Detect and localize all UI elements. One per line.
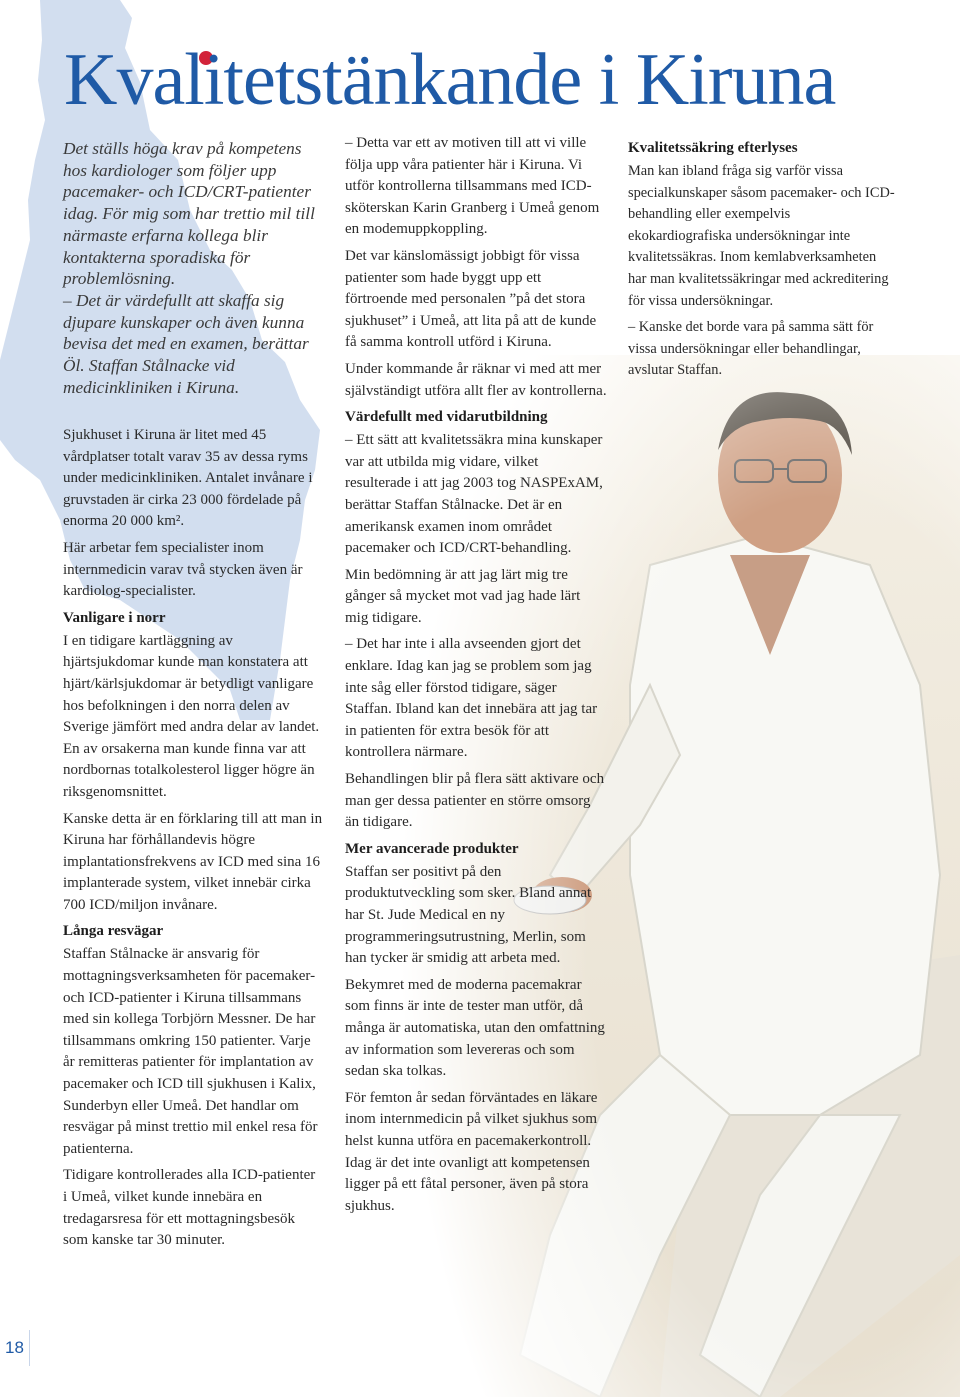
col2-paragraph-9: Bekymret med de moderna pacemakrar som finns är inte de tester man utför, då många är automatiska, utan den omfattning av information som levereras och som sedan ska tolkas. [345, 976, 605, 1080]
col1-paragraph-3: I en tidigare kartläggning av hjärtsjukdomar kunde man konstatera att hjärt/kärlsjukdomar är betydligt vanligare hos befolkningen i den norra delen av Sverige jämfört med andra delar av landet. En av orsakerna man kunde finna var att nordbornas totalkolesterol ligger högre än riksgenomsnittet. [63, 632, 320, 800]
col3-heading-1: Kvalitetssäkring efterlyses [628, 140, 798, 156]
col1-heading-1: Vanligare i norr [63, 609, 166, 626]
col1-paragraph-4: Kanske detta är en förklaring till att man in Kiruna har förhållandevis högre implantationsfrekvens av ICD med sina 16 implanterade system, vilket innebär cirka 700 ICD/miljon invånare. [63, 810, 323, 913]
column-3 [628, 135, 896, 387]
col3-paragraph-1: Man kan ibland fråga sig varför vissa specialkunskaper såsom pacemaker- och ICD-behandling eller exempelvis ekokardiografiska undersökningar inte kvalitetssäkras. Inom kemlabverksamheten har man kvalitetssäkringar med ackreditering för vissa undersökningar. [628, 163, 895, 309]
lead-paragraph [63, 138, 325, 398]
col2-heading-1: Värdefullt med vidarutbildning [345, 409, 548, 426]
column-1 [63, 425, 323, 1257]
col1-paragraph-1 [63, 425, 323, 533]
col2-heading-2: Mer avancerade produkter [345, 840, 519, 857]
col2-paragraph-3: Under kommande år räknar vi med att mer självständigt utföra allt fler av kontrollerna. [345, 360, 607, 399]
col2-paragraph-6: – Det har inte i alla avseenden gjort det enklare. Idag kan jag se problem som jag inte såg eller förstod tidigare, säger Staffan. Ibland kan det innebära att jag tar in patienten för extra besök för att kontrollera närmare. [345, 636, 598, 761]
col2-paragraph-5: Min bedömning är att jag lärt mig tre gånger så mycket mot vad jag hade lärt mig tidigare. [345, 566, 581, 626]
col1-paragraph-5: Staffan Stålnacke är ansvarig för mottagningsverksamheten för pacemaker- och ICD-patienter i Kiruna tillsammans med sin kollega Torbjörn Messner. De har tillsammans omkring 150 patienter. Varje år remitteras patienter för implantation av pacemaker och ICD till sjukhusen i Kalix, Sunderbyn eller Umeå. Det handlar om resvägar på minst trettio mil enkel resa för patienterna. [63, 946, 318, 1157]
col1-heading-2: Långa resvägar [63, 923, 164, 940]
col2-paragraph-1: – Detta var ett av motiven till att vi ville följa upp våra patienter här i Kiruna. Vi utför kontrollerna tillsammans med ICD-sköterskan Karin Granberg i Umeå genom en modemuppkoppling. [345, 135, 600, 238]
col2-paragraph-7: Behandlingen blir på flera sätt aktivare och man ger dessa patienter en större omsorg än tidigare. [345, 771, 605, 831]
col2-paragraph-2: Det var känslomässigt jobbigt för vissa patienter som hade byggt upp ett förtroende med personalen ”på det stora sjukhuset” i Umeå, att lita på att de kunde få samma kontroll utförd i Kiruna. [345, 247, 597, 351]
lead-quote: – Det är värdefullt att skaffa sig djupare kunskaper och även kunna bevisa det med en examen, berättar Öl. Staffan Stålnacke vid medicinkliniken i Kiruna. [63, 290, 309, 397]
col1-paragraph-2: Här arbetar fem specialister inom internmedicin varav två stycken även är kardiolog-specialister. [63, 539, 303, 600]
column-2 [345, 133, 607, 1222]
lead-intro: Det ställs höga krav på kompetens hos kardiologer som följer upp pacemaker- och ICD/CRT-patienter idag. För mig som har trettio mil till närmaste erfarna kollega blir kontakterna sporadiska för problemlösning. [63, 139, 315, 289]
col3-paragraph-2: – Kanske det borde vara på samma sätt för vissa undersökningar eller behandlingar, avslutar Staffan. [628, 319, 874, 379]
col1-paragraph-1-text: Sjukhuset i Kiruna är litet med 45 vårdplatser totalt varav 35 av dessa ryms under medicinkliniken. Antalet invånare i gruvstaden är cirka 23 000 fördelade på enorma 20 000 km². [63, 427, 313, 530]
col2-paragraph-4: – Ett sätt att kvalitetssäkra mina kunskaper var att utbilda mig vidare, vilket resulterade i att jag 2003 tog NASPExAM, berättar Staffan Stålnacke. Det är en amerikansk examen inom området pacemaker och ICD/CRT-behandling. [345, 432, 603, 557]
col1-paragraph-6: Tidigare kontrollerades alla ICD-patienter i Umeå, vilket kunde innebära en tredagarsresa för ett mottagningsbesök som kanske tar 30 minuter. [63, 1167, 316, 1249]
col2-paragraph-8: Staffan ser positivt på den produktutveckling som sker. Bland annat har St. Jude Medical en ny programmeringsutrustning, Merlin, som han tycker är smidig att arbeta med. [345, 863, 592, 967]
col2-paragraph-10: För femton år sedan förväntades en läkare inom internmedicin på vilket sjukhus som helst kunna utföra en pacemakerkontroll. Idag är det inte ovanligt att kompetensen ligger på ett fåtal personer, även på stora sjukhus. [345, 1089, 598, 1214]
page-number: 18 [0, 1330, 30, 1366]
page-title: Kvalitetstänkande i Kiruna [64, 39, 836, 121]
